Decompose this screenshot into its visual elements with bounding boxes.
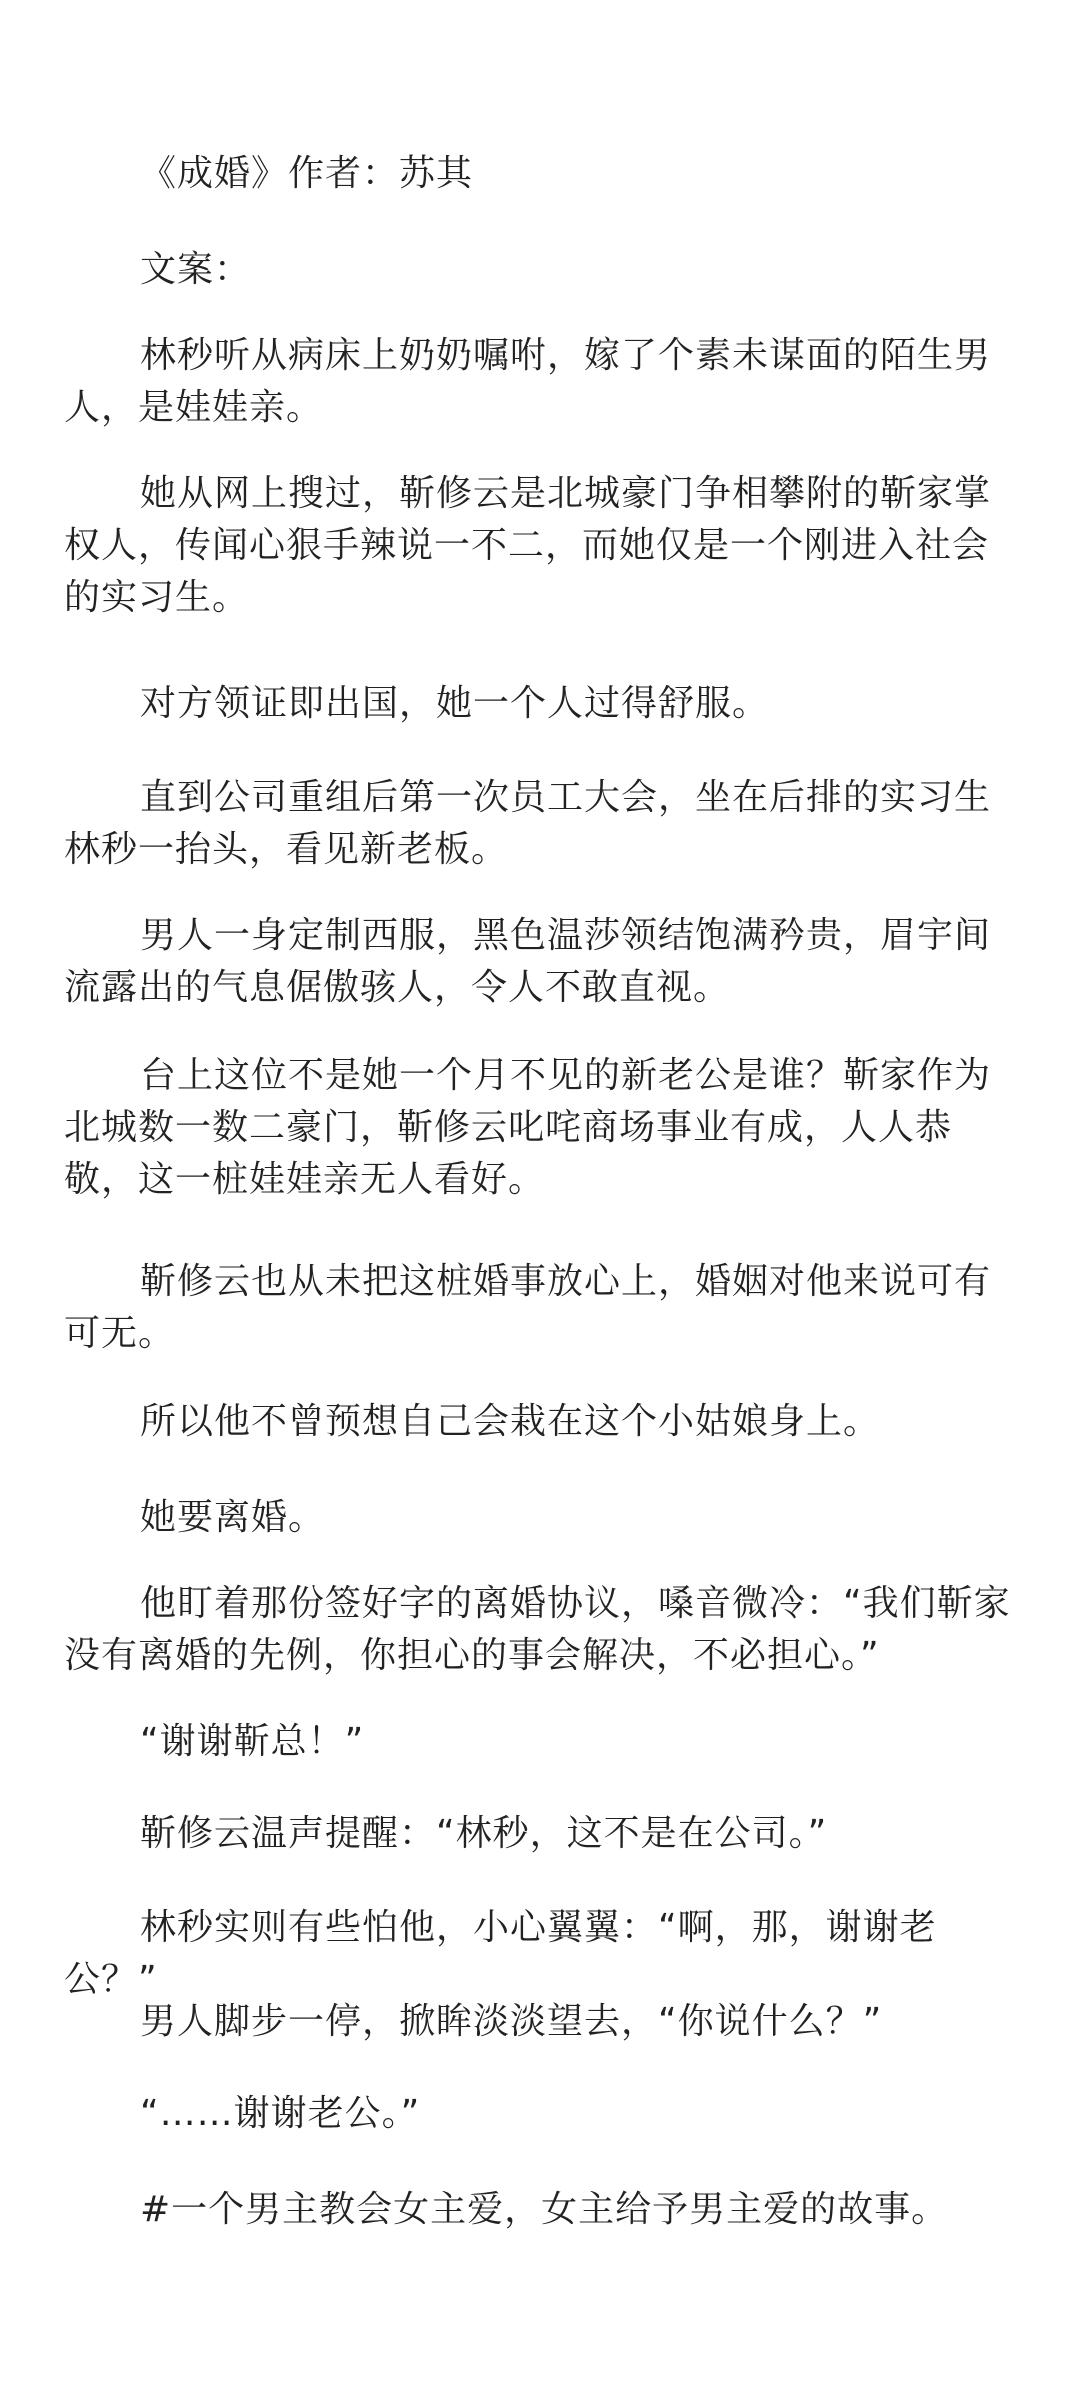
paragraph-2: 她从网上搜过，靳修云是北城豪门争相攀附的靳家掌权人，传闻心狠手辣说一不二，而她仅是一个刚进入社会的实习生。 [64,473,992,618]
paragraph-6: 台上这位不是她一个月不见的新老公是谁？靳家作为北城数一数二豪门，靳修云叱咤商场事业有成，人人恭敬，这一桩娃娃亲无人看好。 [64,1055,992,1200]
paragraph-7: 靳修云也从未把这桩婚事放心上，婚姻对他来说可有可无。 [64,1261,992,1354]
book-title-line: 《成婚》作者：苏其 [140,153,474,194]
paragraph-3: 对方领证即出国，她一个人过得舒服。 [140,683,770,724]
paragraph-11: “谢谢靳总！” [140,1721,365,1762]
paragraph-1: 林秒听从病床上奶奶嘱咐，嫁了个素未谋面的陌生男人，是娃娃亲。 [64,335,992,428]
paragraph-9: 她要离婚。 [140,1497,326,1538]
paragraph-14: 男人脚步一停，掀眸淡淡望去，“你说什么？” [140,2001,883,2042]
paragraph-15: “……谢谢老公。” [140,2093,421,2134]
paragraph-12: 靳修云温声提醒：“林秒，这不是在公司。” [140,1813,828,1854]
paragraph-16: #一个男主教会女主爱，女主给予男主爱的故事。 [140,2189,949,2230]
paragraph-13: 林秒实则有些怕他，小心翼翼：“啊，那，谢谢老公？” [64,1907,937,2000]
paragraph-10: 他盯着那份签好字的离婚协议，嗓音微冷：“我们靳家没有离婚的先例，你担心的事会解决，不必担心。” [64,1583,1011,1676]
paragraph-4: 直到公司重组后第一次员工大会，坐在后排的实习生林秒一抬头，看见新老板。 [64,777,992,870]
paragraph-5: 男人一身定制西服，黑色温莎领结饱满矜贵，眉宇间流露出的气息倨傲骇人，令人不敢直视。 [64,915,992,1008]
paragraph-8: 所以他不曾预想自己会栽在这个小姑娘身上。 [140,1401,881,1442]
synopsis-heading: 文案： [140,249,252,290]
